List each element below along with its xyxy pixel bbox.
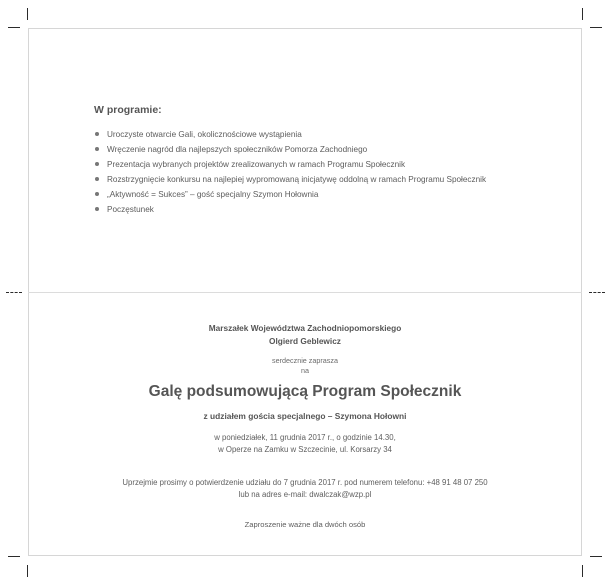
venue-line: w Operze na Zamku w Szczecinie, ul. Korsarzy 34 xyxy=(218,444,392,454)
crop-mark-bottom-right-h xyxy=(590,556,602,557)
rsvp-line: Uprzejmie prosimy o potwierdzenie udziału do 7 grudnia 2017 r. pod numerem telefonu: +48 91 48 07 250 xyxy=(122,478,488,487)
validity-note: Zaproszenie ważne dla dwóch osób xyxy=(244,520,366,529)
bullet-icon xyxy=(95,162,99,166)
rsvp-details xyxy=(28,477,582,500)
fold-mark-left xyxy=(6,292,22,293)
program-item: „Aktywność = Sukces” – gość specjalny Szymon Hołownia xyxy=(94,187,564,202)
special-guest: z udziałem gościa specjalnego – Szymona Hołowni xyxy=(203,411,407,421)
crop-mark-top-right-h xyxy=(590,27,602,28)
date-line: w poniedziałek, 11 grudnia 2017 r., o godzinie 14.30, xyxy=(214,433,396,442)
crop-mark-top-left-h xyxy=(8,27,20,28)
invites-text: serdecznie zaprasza xyxy=(272,356,338,365)
program-item: Prezentacja wybranych projektów zrealizowanych w ramach Programu Społecznik xyxy=(94,157,564,172)
host-title: Marszałek Województwa Zachodniopomorskiego xyxy=(208,323,402,333)
bullet-icon xyxy=(95,207,99,211)
bullet-icon xyxy=(95,177,99,181)
crop-mark-bottom-right-v xyxy=(582,565,583,577)
fold-mark-right xyxy=(589,292,605,293)
fold-line xyxy=(28,292,582,293)
bullet-icon xyxy=(95,147,99,151)
host-name: Olgierd Geblewicz xyxy=(269,336,341,346)
email-line: lub na adres e-mail: dwalczak@wzp.pl xyxy=(238,489,372,499)
crop-mark-bottom-left-h xyxy=(8,556,20,557)
crop-mark-bottom-left-v xyxy=(27,565,28,577)
to-text: na xyxy=(301,366,309,375)
program-list xyxy=(94,127,564,217)
crop-mark-top-left-v xyxy=(27,8,28,20)
bullet-icon xyxy=(95,192,99,196)
program-section xyxy=(94,104,564,217)
event-details xyxy=(28,432,582,455)
program-item: Rozstrzygnięcie konkursu na najlepiej wypromowaną inicjatywę oddolną w ramach Programu Społecznik xyxy=(94,172,564,187)
program-item: Poczęstunek xyxy=(94,202,564,217)
bullet-icon xyxy=(95,132,99,136)
crop-mark-top-right-v xyxy=(582,8,583,20)
event-title: Galę podsumowującą Program Społecznik xyxy=(148,383,462,400)
program-heading: W programie: xyxy=(94,104,162,116)
program-item: Wręczenie nagród dla najlepszych społeczników Pomorza Zachodniego xyxy=(94,142,564,157)
program-item: Uroczyste otwarcie Gali, okolicznościowe wystąpienia xyxy=(94,127,564,142)
invitation-section xyxy=(28,322,582,529)
